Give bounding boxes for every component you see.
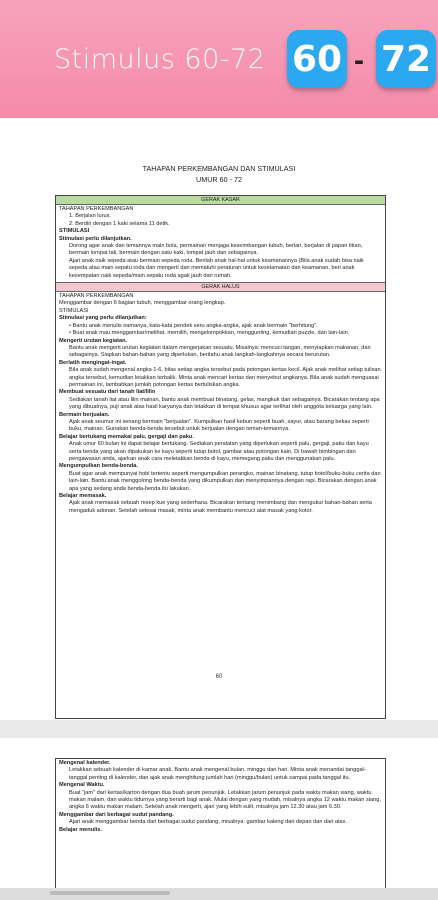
stim-heading: STIMULASI (59, 228, 90, 235)
paragraph: Sediakan tanah liat atau lilin mainan, bantu anak membuat binatang, gelas, mangkuk dan sebagainya. Bicarakan tentang apa yang dibuatnya, puji anak atas hasil karyanya dan letakkan di tempat khusus agar terlihat oleh anggota keluarga yang lain. (69, 396, 380, 411)
age-badge-start: 60 (287, 30, 347, 88)
section-band-gerak-halus: GERAK HALUS (56, 282, 385, 292)
dev-item: 2. Berdiri dengan 1 kaki selama 11 detik. (69, 220, 170, 227)
document-page-2[interactable] (0, 738, 438, 888)
bullet-item: • Buat anak mau menggambar/melihat, memilih, mengelompokkan, menggunting, kemudian puzzle, dan lain-lain. (69, 330, 350, 337)
paragraph: Ajak anak memasak sebuah resep kue yang sederhana. Bicarakan tentang menimbang dan mengukur bahan-bahan serta mengaduk adonan. Setelah selesai masak, minta anak membantu mencuci alat masak yang kotor. (69, 500, 372, 514)
paragraph: Buat agar anak mempunyai hobi tertentu seperti mengumpulkan perangko, mainan binatang, tutup botol/buku-buku cerita dan lain-lain. Bantu anak menggolong benda-benda yang dikumpulkan dan menyimpannya dengan rapi. Bicarakan dengan anak apa yang sedang anda benda-benda itu lakukan. (69, 470, 381, 492)
subheading: Belajar menulis. (59, 826, 102, 833)
doc-subtitle: UMUR 60 - 72 (196, 175, 242, 184)
paragraph: Bantu anak mengerti urutan kegiatan dalam mengerjakan sesuatu. Misalnya: mencuci tangan, menyiapkan makanan, dan sebagainya. Siapkan bahan-bahan yang diperlukan, beritahu anak langkah-langkahnya secara berurutan. (69, 344, 371, 359)
document-page-1[interactable] (0, 118, 438, 720)
bullet-text: Buat anak mau menggambar/melihat, memilih, mengelompokkan, menggunting, kemudian puzzle, dan lain-lain. (72, 330, 350, 337)
header-title: Stimulus 60-72 (54, 44, 266, 75)
dev-item: 1. Berjalan lurus. (69, 213, 111, 220)
subheading: Mengenal kalender. (59, 760, 111, 766)
stim-heading: STIMULASI (59, 307, 89, 314)
stim-subheading: Stimulasi perlu dilanjutkan. (59, 235, 132, 242)
app-header (0, 0, 438, 118)
paragraph: Letakkan sebuah kalender di kamar anak. Bantu anak mengenal bulan, minggu dan hari. Minta anak menandai tanggal-tanggal penting di kalender, dan ajak anak menghitung jumlah hari (minggu/bulan) untuk sampai pada tanggal itu. (69, 767, 366, 781)
age-badge-end: 72 (376, 30, 436, 88)
subheading: Mengumpulkan benda-benda. (59, 463, 138, 470)
subheading: Belajar bertukang memakai palu, gergaji dan paku. (59, 433, 194, 440)
gerak-kasar-section (56, 205, 385, 282)
paragraph: Anak umur 60 bulan ini dapat belajar bertukang. Sediakan peralatan yang diperlukan seperti palu, gergaji, paku dan kayu serta benda yang akan dipakukan ke kayu seperti tutup botol, gambar atau potongan kain. Di bawah bimbingan dan pengawasan anda, ajarkan anak cara meletakkan benda di kayu, memegang paku dan menggunakan palu. (69, 441, 369, 462)
dev-heading: TAHAPAN PERKEMBANGAN (59, 293, 134, 300)
dev-item: Menggambar dengan 6 bagian tubuh, menggambar orang lengkap. (59, 300, 226, 307)
subheading: Berlatih mengingat-ingat. (59, 359, 127, 366)
doc-title: TAHAPAN PERKEMBANGAN DAN STIMULASI (142, 164, 296, 173)
subheading: Membuat sesuatu dari tanah liat/lilin (59, 389, 156, 396)
paragraph: Ajak anak seumur ini senang bermain "berjualan". Kumpulkan hasil kebun seperti buah, sayur, atau barang bekas seperti buku, mainan. Gunakan benda-benda tersebut untuk berjualan dengan teman-temannya. (69, 418, 369, 433)
continued-section (56, 759, 385, 836)
stimulation-table (55, 195, 386, 719)
gerak-halus-section (56, 292, 385, 517)
paragraph: Ajari anak menggambar benda dari berbagai sudut pandang, misalnya: gambar kaleng dari depan dan dari atas. (69, 819, 348, 826)
paragraph: Ajari anak naik sepeda atau bermain sepeda roda. Berilah anak hal-hal untuk keamanannya (Bila anak sudah bisa naik sepeda atau main sepatu roda dan mengerti dan mematuhi peraturan untuk keselamatan dan keamanan, beri anak kesempatan naik sepeda/main sepatu roda agak jauh dari rumah. (69, 257, 364, 279)
dev-heading: TAHAPAN PERKEMBANGAN (59, 206, 134, 212)
stimulation-table-continued (55, 758, 386, 899)
subheading: Menggambar dari berbagai sudut pandang. (59, 811, 174, 818)
section-band-gerak-kasar: GERAK KASAR (56, 196, 385, 205)
subheading: Belajar memasak. (59, 493, 107, 500)
bullet-item: • Bantu anak menulis namanya, kata-kata pendek seru angka-angka, ajak anak bermain "berhitung". (69, 322, 318, 329)
page-number: 60 (215, 674, 223, 680)
subheading: Bermain berjualan. (59, 411, 110, 418)
paragraph: Buat "jam" dari kertas/karton dengan dua buah jarum penunjuk. Letakkan jarum penunjuk pada waktu makan siang, waktu makan malam, dan waktu tidurnya yang berarti bagi anak. Mulai dengan yang mudah, misalnya angka 12 waktu makan siang, angka 6 waktu makan malam. Setelah anak mengerti, ajari yang lebih sulit, misalnya jam 12.30 atau jam 6.30. (69, 789, 381, 811)
age-badge-dash: - (354, 44, 364, 77)
subheading: Mengerti urutan kegiatan. (59, 337, 128, 344)
bullet-text: Bantu anak menulis namanya, kata-kata pendek seru angka-angka, ajak anak bermain "berhitung". (72, 322, 318, 329)
paragraph: Bila anak sudah mengenal angka 1-6, bilas setiap angka tersebut pada potongan kertas kecil. Ajak anak melihat setiap tulisan angka tersebut, kemudian letakkan terbalik. Minta anak mencari kertas dan menyebut angkanya. Bila anak sudah menguasai permainan ini, tambahkan jumlah potongan kertas bertuliskan angka. (69, 367, 381, 388)
horizontal-scrollbar[interactable] (50, 891, 170, 895)
paragraph: Dorong agar anak dan temannya main bola, permainan menjaga keseimbangan tubuh, berlari, berjalan di papan titian, bermain lompat tali, bermain dengan satu kaki, lompat jauh dan sebagainya. (69, 243, 363, 257)
subheading: Mengenal Waktu. (59, 782, 105, 789)
stim-subheading: Stimulasi yang perlu dilanjutkan: (59, 315, 147, 322)
